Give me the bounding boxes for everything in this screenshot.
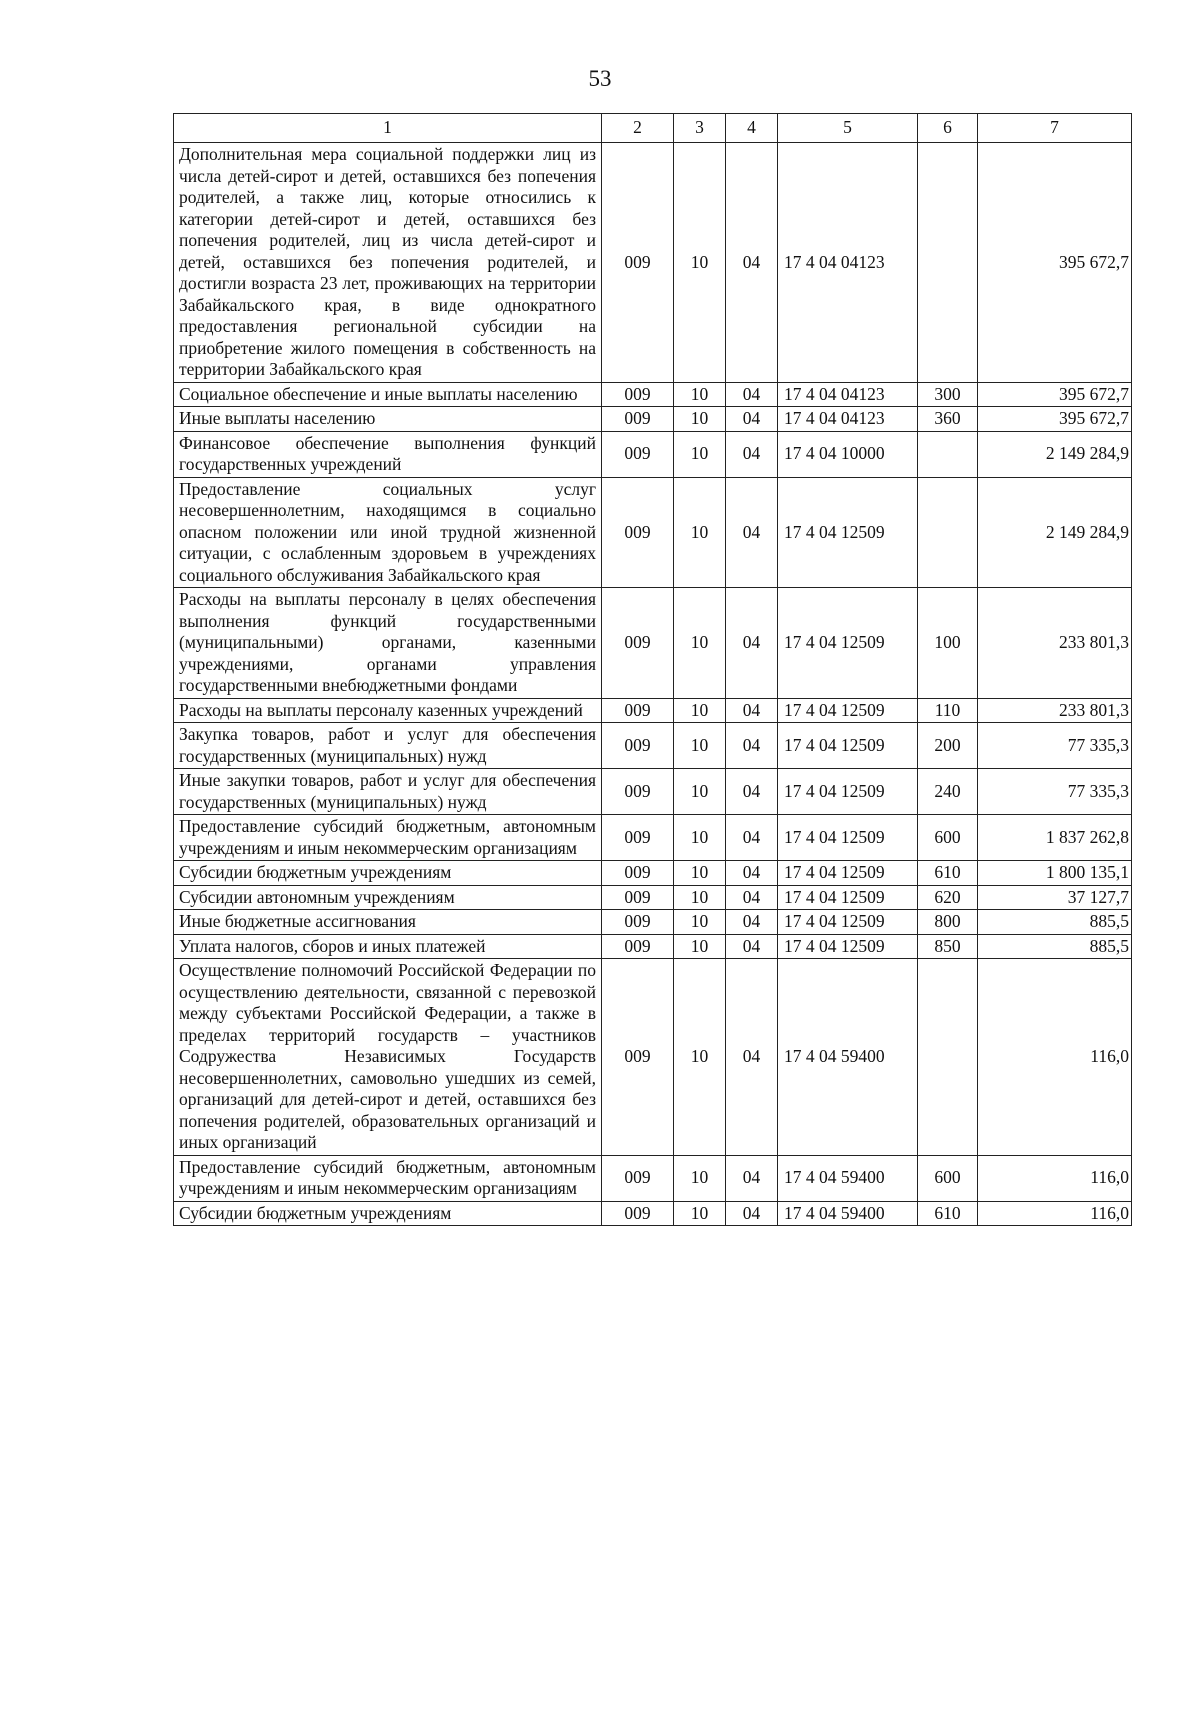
table-row [174,910,1132,935]
amount-cell: 37 127,7 [978,885,1132,910]
column-header-7: 7 [978,114,1132,143]
ministry-code-cell: 009 [602,815,674,861]
expense-type-code-cell: 600 [918,815,978,861]
section-code-cell: 10 [674,815,726,861]
column-header-3: 3 [674,114,726,143]
table-row [174,885,1132,910]
amount-cell: 116,0 [978,1201,1132,1226]
item-name-cell: Расходы на выплаты персоналу в целях обеспечения выполнения функций государственными (муниципальными) органами, казенными учреждениями, органами управления государственными внебюджетными фондами [174,588,602,699]
amount-cell: 395 672,7 [978,143,1132,383]
subsection-code-cell: 04 [726,382,778,407]
ministry-code-cell: 009 [602,1155,674,1201]
section-code-cell: 10 [674,143,726,383]
target-article-code-cell: 17 4 04 04123 [778,407,918,432]
amount-cell: 116,0 [978,959,1132,1156]
table-row [174,477,1132,588]
ministry-code-cell: 009 [602,959,674,1156]
table-row [174,723,1132,769]
item-name-cell: Предоставление социальных услуг несовершеннолетним, находящимся в социально опасном положении или иной трудной жизненной ситуации, с ослабленным здоровьем в учреждениях социального обслуживания Забайкальского края [174,477,602,588]
table-body [174,143,1132,1226]
section-code-cell: 10 [674,477,726,588]
expense-type-code-cell [918,431,978,477]
section-code-cell: 10 [674,698,726,723]
section-code-cell: 10 [674,407,726,432]
target-article-code-cell: 17 4 04 04123 [778,143,918,383]
target-article-code-cell: 17 4 04 12509 [778,698,918,723]
amount-cell: 2 149 284,9 [978,431,1132,477]
target-article-code-cell: 17 4 04 12509 [778,477,918,588]
item-name-cell: Иные бюджетные ассигнования [174,910,602,935]
amount-cell: 233 801,3 [978,588,1132,699]
subsection-code-cell: 04 [726,1155,778,1201]
expense-type-code-cell: 240 [918,769,978,815]
table-header-row [174,114,1132,143]
table-row [174,934,1132,959]
amount-cell: 77 335,3 [978,723,1132,769]
item-name-cell: Субсидии автономным учреждениям [174,885,602,910]
ministry-code-cell: 009 [602,431,674,477]
target-article-code-cell: 17 4 04 59400 [778,959,918,1156]
target-article-code-cell: 17 4 04 12509 [778,769,918,815]
table-row [174,815,1132,861]
item-name-cell: Субсидии бюджетным учреждениям [174,861,602,886]
ministry-code-cell: 009 [602,885,674,910]
subsection-code-cell: 04 [726,861,778,886]
item-name-cell: Иные закупки товаров, работ и услуг для обеспечения государственных (муниципальных) нужд [174,769,602,815]
ministry-code-cell: 009 [602,477,674,588]
expense-type-code-cell: 800 [918,910,978,935]
item-name-cell: Субсидии бюджетным учреждениям [174,1201,602,1226]
target-article-code-cell: 17 4 04 12509 [778,723,918,769]
item-name-cell: Социальное обеспечение и иные выплаты населению [174,382,602,407]
item-name-cell: Расходы на выплаты персоналу казенных учреждений [174,698,602,723]
amount-cell: 1 837 262,8 [978,815,1132,861]
target-article-code-cell: 17 4 04 04123 [778,382,918,407]
item-name-cell: Предоставление субсидий бюджетным, автономным учреждениям и иным некоммерческим организациям [174,815,602,861]
expense-type-code-cell: 620 [918,885,978,910]
column-header-2: 2 [602,114,674,143]
target-article-code-cell: 17 4 04 12509 [778,885,918,910]
amount-cell: 2 149 284,9 [978,477,1132,588]
ministry-code-cell: 009 [602,407,674,432]
expense-type-code-cell [918,477,978,588]
section-code-cell: 10 [674,431,726,477]
expense-type-code-cell: 610 [918,1201,978,1226]
section-code-cell: 10 [674,588,726,699]
ministry-code-cell: 009 [602,769,674,815]
section-code-cell: 10 [674,934,726,959]
expense-type-code-cell: 100 [918,588,978,699]
ministry-code-cell: 009 [602,723,674,769]
ministry-code-cell: 009 [602,382,674,407]
ministry-code-cell: 009 [602,934,674,959]
ministry-code-cell: 009 [602,861,674,886]
table-row [174,1155,1132,1201]
table-row [174,861,1132,886]
table-row [174,588,1132,699]
subsection-code-cell: 04 [726,959,778,1156]
amount-cell: 1 800 135,1 [978,861,1132,886]
subsection-code-cell: 04 [726,885,778,910]
subsection-code-cell: 04 [726,588,778,699]
column-header-4: 4 [726,114,778,143]
subsection-code-cell: 04 [726,143,778,383]
table-row [174,382,1132,407]
table-row [174,1201,1132,1226]
target-article-code-cell: 17 4 04 12509 [778,588,918,699]
item-name-cell: Предоставление субсидий бюджетным, автономным учреждениям и иным некоммерческим организациям [174,1155,602,1201]
table-row [174,959,1132,1156]
ministry-code-cell: 009 [602,143,674,383]
section-code-cell: 10 [674,861,726,886]
expense-type-code-cell: 610 [918,861,978,886]
subsection-code-cell: 04 [726,910,778,935]
subsection-code-cell: 04 [726,934,778,959]
item-name-cell: Иные выплаты населению [174,407,602,432]
expense-type-code-cell [918,143,978,383]
subsection-code-cell: 04 [726,407,778,432]
table-row [174,407,1132,432]
target-article-code-cell: 17 4 04 59400 [778,1155,918,1201]
section-code-cell: 10 [674,910,726,935]
ministry-code-cell: 009 [602,698,674,723]
table-row [174,143,1132,383]
section-code-cell: 10 [674,885,726,910]
target-article-code-cell: 17 4 04 12509 [778,861,918,886]
target-article-code-cell: 17 4 04 12509 [778,910,918,935]
item-name-cell: Закупка товаров, работ и услуг для обеспечения государственных (муниципальных) нужд [174,723,602,769]
amount-cell: 77 335,3 [978,769,1132,815]
table-row [174,769,1132,815]
item-name-cell: Финансовое обеспечение выполнения функций государственных учреждений [174,431,602,477]
target-article-code-cell: 17 4 04 12509 [778,934,918,959]
subsection-code-cell: 04 [726,1201,778,1226]
column-header-5: 5 [778,114,918,143]
subsection-code-cell: 04 [726,723,778,769]
expense-type-code-cell: 600 [918,1155,978,1201]
column-header-1: 1 [174,114,602,143]
expense-type-code-cell [918,959,978,1156]
amount-cell: 116,0 [978,1155,1132,1201]
amount-cell: 233 801,3 [978,698,1132,723]
amount-cell: 395 672,7 [978,407,1132,432]
section-code-cell: 10 [674,723,726,769]
target-article-code-cell: 17 4 04 12509 [778,815,918,861]
amount-cell: 395 672,7 [978,382,1132,407]
target-article-code-cell: 17 4 04 10000 [778,431,918,477]
section-code-cell: 10 [674,382,726,407]
amount-cell: 885,5 [978,934,1132,959]
item-name-cell: Дополнительная мера социальной поддержки лиц из числа детей-сирот и детей, оставшихся без попечения родителей, а также лиц, которые относились к категории детей-сирот и детей, оставшихся без попечения родителей, лиц из числа детей-сирот и детей, оставшихся без попечения родителей, и достигли возраста 23 лет, проживающих на территории Забайкальского края, в виде однократного предоставления региональной субсидии на приобретение жилого помещения в собственность на территории Забайкальского края [174,143,602,383]
column-header-6: 6 [918,114,978,143]
table-row [174,698,1132,723]
ministry-code-cell: 009 [602,910,674,935]
section-code-cell: 10 [674,1155,726,1201]
expense-type-code-cell: 850 [918,934,978,959]
subsection-code-cell: 04 [726,431,778,477]
section-code-cell: 10 [674,769,726,815]
expense-type-code-cell: 110 [918,698,978,723]
subsection-code-cell: 04 [726,815,778,861]
expense-type-code-cell: 300 [918,382,978,407]
table-row [174,431,1132,477]
item-name-cell: Уплата налогов, сборов и иных платежей [174,934,602,959]
page-number: 53 [588,66,612,91]
ministry-code-cell: 009 [602,588,674,699]
section-code-cell: 10 [674,1201,726,1226]
target-article-code-cell: 17 4 04 59400 [778,1201,918,1226]
subsection-code-cell: 04 [726,769,778,815]
subsection-code-cell: 04 [726,698,778,723]
budget-table [173,113,1132,1226]
expense-type-code-cell: 360 [918,407,978,432]
expense-type-code-cell: 200 [918,723,978,769]
item-name-cell: Осуществление полномочий Российской Федерации по осуществлению деятельности, связанной с перевозкой между субъектами Российской Федерации, а также в пределах территорий государств – участников Содружества Независимых Государств несовершеннолетних, самовольно ушедших из семей, организаций для детей-сирот и детей, оставшихся без попечения родителей, образовательных организаций и иных организаций [174,959,602,1156]
section-code-cell: 10 [674,959,726,1156]
subsection-code-cell: 04 [726,477,778,588]
ministry-code-cell: 009 [602,1201,674,1226]
amount-cell: 885,5 [978,910,1132,935]
